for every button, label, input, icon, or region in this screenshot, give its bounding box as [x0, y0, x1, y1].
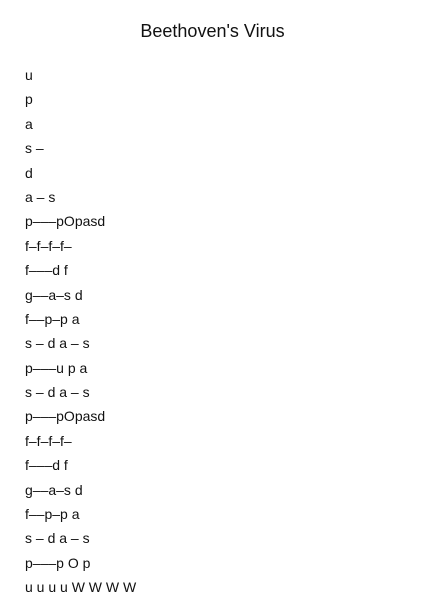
note-line: s –	[25, 140, 44, 157]
note-line: g––a–s d	[25, 286, 83, 303]
note-line: a – s	[25, 188, 56, 205]
note-line: f–f–f–f–	[25, 237, 72, 254]
note-line: p–––pOpasd	[25, 213, 106, 230]
note-line: s – d a – s	[25, 530, 90, 547]
note-line: s – d a – s	[25, 335, 90, 352]
note-line: g––a–s d	[25, 481, 83, 498]
note-line: u	[25, 67, 33, 83]
note-line: f–––d f	[25, 457, 68, 474]
note-line: s – d a – s	[25, 384, 90, 401]
note-line: d	[25, 164, 33, 181]
note-line: f––p–p a	[25, 506, 80, 523]
note-line: p–––u p a	[25, 359, 88, 376]
note-line: p–––pOpasd	[25, 408, 106, 425]
note-line: f–f–f–f–	[25, 432, 72, 449]
note-line: p	[25, 91, 33, 108]
note-line: u u u u W W W W	[25, 579, 137, 596]
note-line: f–––d f	[25, 262, 68, 279]
note-line: a	[25, 115, 33, 132]
note-line: p–––p O p	[25, 554, 91, 571]
page-title: Beethoven's Virus	[140, 21, 285, 41]
note-line: f––p–p a	[25, 310, 80, 327]
note-lines	[25, 63, 136, 600]
